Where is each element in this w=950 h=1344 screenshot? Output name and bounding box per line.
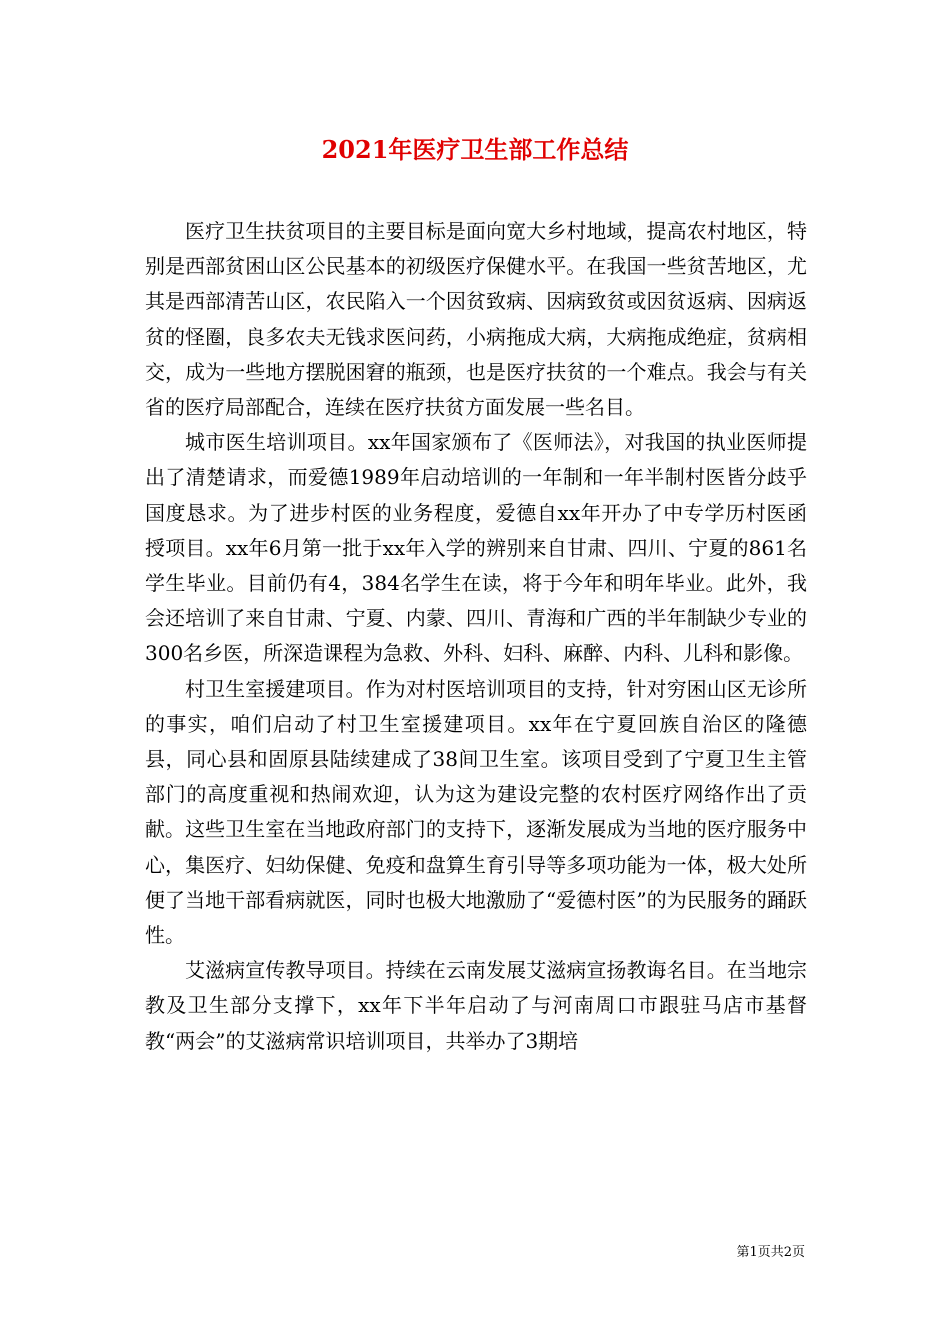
document-body — [145, 214, 807, 1059]
paragraph-1: 医疗卫生扶贫项目的主要目标是面向宽大乡村地域，提高农村地区，特别是西部贫困山区公民基本的初级医疗保健水平。在我国一些贫苦地区，尤其是西部清苦山区，农民陷入一个因贫致病、因病致贫或因贫返病、因病返贫的怪圈，良多农夫无钱求医问药，小病拖成大病，大病拖成绝症，贫病相交，成为一些地方摆脱困窘的瓶颈，也是医疗扶贫的一个难点。我会与有关省的医疗局部配合，连续在医疗扶贫方面发展一些名目。 — [145, 219, 807, 420]
paragraph-4: 艾滋病宣传教导项目。持续在云南发展艾滋病宣扬教诲名目。在当地宗教及卫生部分支撑下，xx年下半年启动了与河南周口市跟驻马店市基督教“两会”的艾滋病常识培训项目，共举办了3期培 — [145, 958, 807, 1053]
page-number-footer: 第1页共2页 — [736, 1245, 805, 1260]
document-title: 2021年医疗卫生部工作总结 — [321, 135, 629, 164]
paragraph-3: 村卫生室援建项目。作为对村医培训项目的支持，针对穷困山区无诊所的事实，咱们启动了村卫生室援建项目。xx年在宁夏回族自治区的隆德县，同心县和固原县陆续建成了38间卫生室。该项目受到了宁夏卫生主管部门的高度重视和热闹欢迎，认为这为建设完整的农村医疗网络作出了贡献。这些卫生室在当地政府部门的支持下，逐渐发展成为当地的医疗服务中心，集医疗、妇幼保健、免疫和盘算生育引导等多项功能为一体，极大处所便了当地干部看病就医，同时也极大地激励了“爱德村医”的为民服务的踊跃性。 — [145, 676, 807, 948]
paragraph-2: 城市医生培训项目。xx年国家颁布了《医师法》，对我国的执业医师提出了清楚请求，而爱德1989年启动培训的一年制和一年半制村医皆分歧乎国度恳求。为了进步村医的业务程度，爱德自xx年开办了中专学历村医函授项目。xx年6月第一批于xx年入学的辨别来自甘肃、四川、宁夏的861名学生毕业。目前仍有4，384名学生在读，将于今年和明年毕业。此外，我会还培训了来自甘肃、宁夏、内蒙、四川、青海和广西的半年制缺少专业的300名乡医，所深造课程为急救、外科、妇科、麻醉、内科、儿科和影像。 — [145, 430, 807, 666]
